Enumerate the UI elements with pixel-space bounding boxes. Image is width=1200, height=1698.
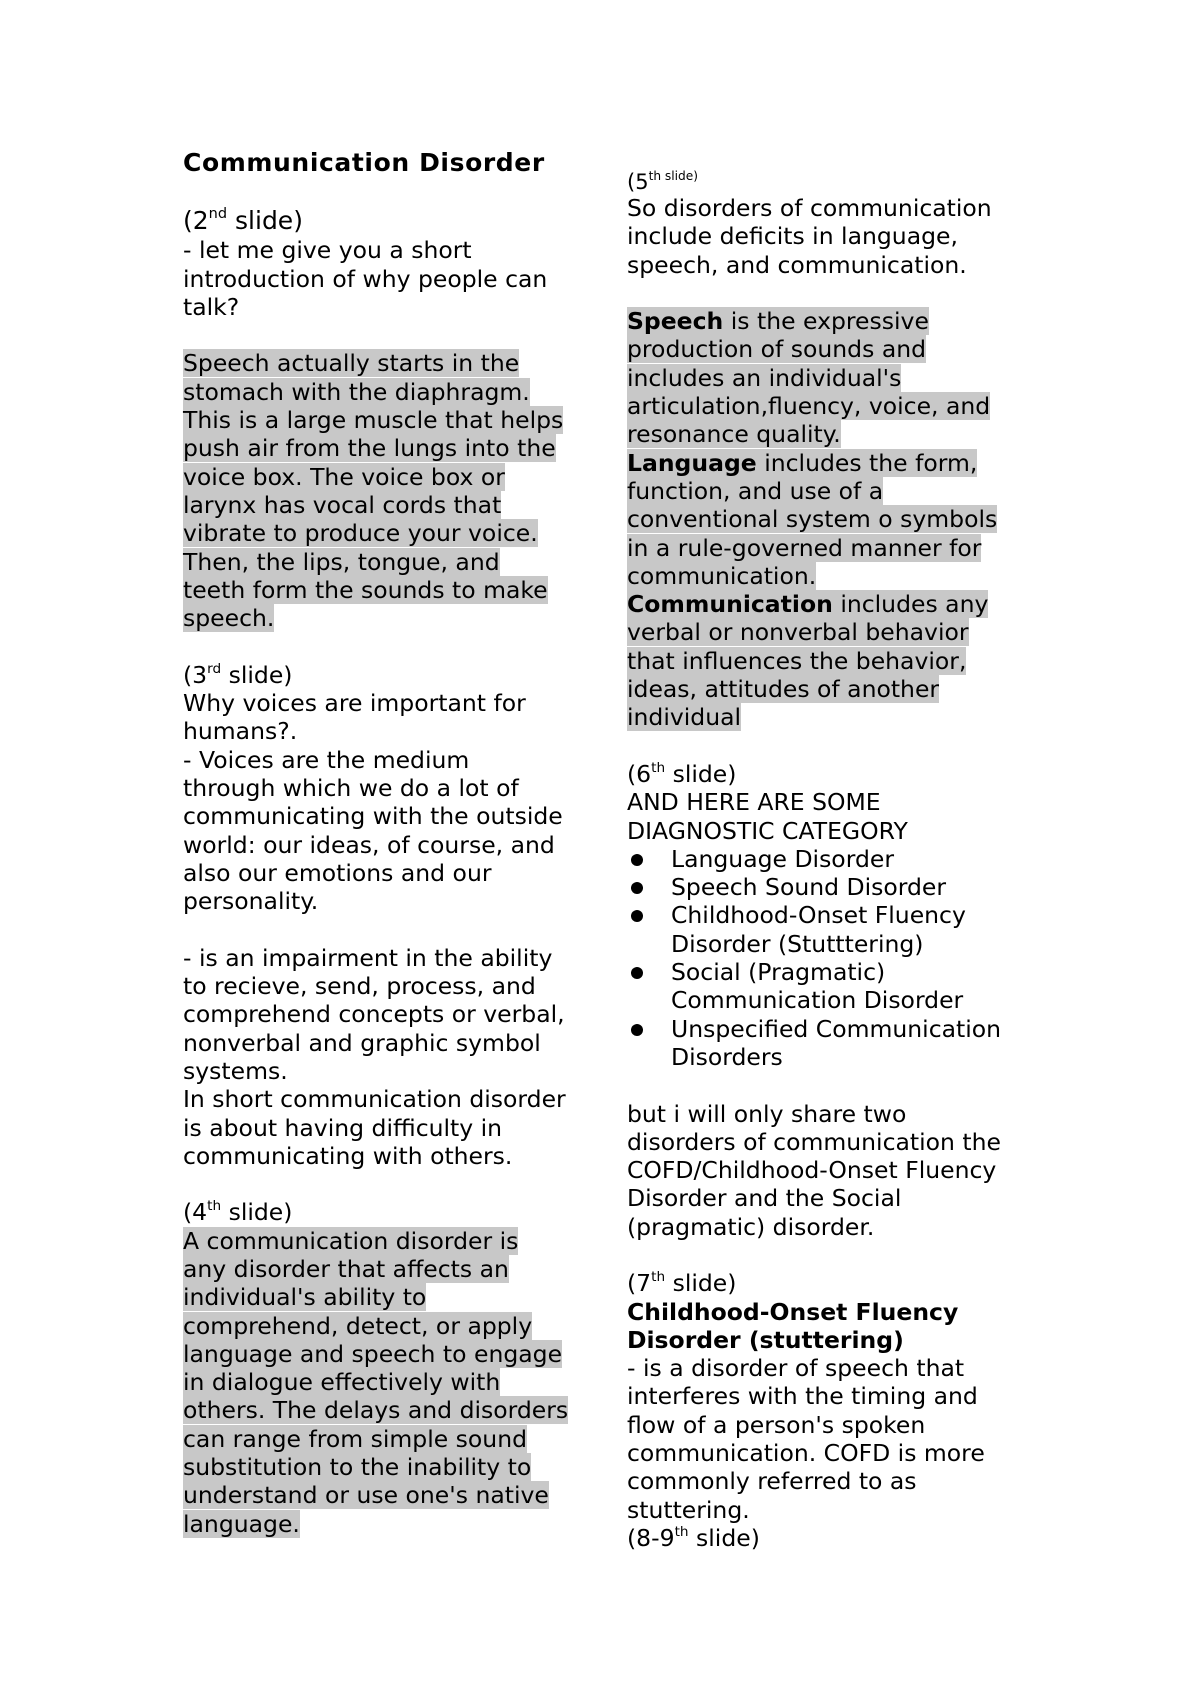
- deficits-paragraph: [627, 194, 1047, 279]
- text-line: comprehend, detect, or apply: [183, 1311, 533, 1340]
- text-line: in dialogue effectively with: [183, 1368, 501, 1397]
- text-line: substitution to the inability to: [183, 1453, 532, 1482]
- text-line: understand or use one's native: [183, 1481, 549, 1510]
- categories-heading: [627, 788, 1047, 845]
- category-label-line: Unspecified Communication: [671, 1014, 1002, 1043]
- text-line: larynx has vocal cords that: [183, 490, 502, 519]
- category-label-line: Speech Sound Disorder: [671, 873, 947, 902]
- bullet-icon: [631, 882, 643, 894]
- text-line: individual: [627, 703, 742, 732]
- language-definition: Language includes the form, function, and use of a conventional system o symbols in a rule-governed manner for communication.: [627, 449, 1047, 590]
- left-column: [183, 148, 603, 1538]
- text-line: communication. COFD is more: [627, 1439, 985, 1468]
- text-line: production of sounds and: [627, 335, 927, 364]
- slide-label-5: ($5^{th slide)}$: [627, 168, 698, 194]
- text-line: In short communication disorder: [183, 1085, 566, 1114]
- communication-term: Communication: [627, 590, 833, 619]
- slide-label-6: (6th slide): [627, 759, 737, 788]
- text-line: individual's ability to: [183, 1283, 427, 1312]
- text-line: language and speech to engage: [183, 1339, 563, 1368]
- text-line: can range from simple sound: [183, 1424, 528, 1453]
- text-line: communicating with the outside: [183, 802, 563, 831]
- text-line: vibrate to produce your voice.: [183, 519, 538, 548]
- text-line: that influences the behavior,: [627, 646, 967, 675]
- impairment-paragraph: [183, 944, 603, 1170]
- text-line: disorders of communication the: [627, 1127, 1001, 1156]
- text-line: verbal or nonverbal behavior: [627, 618, 969, 647]
- text-line: include deficits in language,: [627, 222, 958, 251]
- text-line: commonly referred to as: [627, 1467, 917, 1496]
- speech-term: Speech: [627, 307, 724, 336]
- text-line: stomach with the diaphragm.: [183, 377, 530, 406]
- category-label-line: Disorder (Stutttering): [671, 929, 924, 958]
- text-line: function, and use of a: [627, 476, 884, 505]
- text-line: voice box. The voice box or: [183, 462, 505, 491]
- text-line: talk?: [183, 292, 240, 321]
- language-term: Language: [627, 448, 757, 477]
- diagnostic-category-list: [627, 845, 1047, 1071]
- text-line: Then, the lips, tongue, and: [183, 547, 500, 576]
- text-line: - is a disorder of speech that: [627, 1354, 965, 1383]
- document-title: Communication Disorder: [183, 148, 545, 177]
- text-line: push air from the lungs into the: [183, 434, 556, 463]
- category-label-line: Language Disorder: [671, 844, 894, 873]
- bullet-icon: [631, 967, 643, 979]
- text-line: communication.: [627, 561, 817, 590]
- text-line: through which we do a lot of: [183, 773, 519, 802]
- slide-label-7: (7th slide): [627, 1269, 737, 1298]
- text-line: teeth form the sounds to make: [183, 575, 548, 604]
- speech-origin-paragraph: [183, 349, 603, 632]
- text-line: speech, and communication.: [627, 250, 967, 279]
- text-line: speech.: [183, 604, 275, 633]
- category-label-line: Communication Disorder: [671, 986, 964, 1015]
- text-line: ideas, attitudes of another: [627, 675, 940, 704]
- text-line: language.: [183, 1509, 300, 1538]
- text-line: to recieve, send, process, and: [183, 972, 536, 1001]
- category-item: [627, 845, 1047, 873]
- voices-paragraph: [183, 689, 603, 915]
- share-paragraph: [627, 1100, 1047, 1241]
- text-line: in a rule-governed manner for: [627, 533, 982, 562]
- text-line: interferes with the timing and: [627, 1382, 978, 1411]
- text-line: So disorders of communication: [627, 194, 992, 222]
- category-label-line: Childhood-Onset Fluency: [671, 901, 966, 930]
- text-line: any disorder that affects an: [183, 1254, 509, 1283]
- text-line: others. The delays and disorders: [183, 1396, 569, 1425]
- slide-label-8-9: (8-9th slide): [627, 1523, 760, 1552]
- text-line: but i will only share two: [627, 1099, 907, 1128]
- text-line: Why voices are important for: [183, 689, 526, 718]
- text-line: stuttering.: [627, 1495, 750, 1524]
- speech-definition: Speech is the expressive production of sounds and includes an individual's articulation,fluency, voice, and resonance quality.: [627, 307, 1047, 448]
- bullet-icon: [631, 910, 643, 922]
- text-line: A communication disorder is: [183, 1226, 519, 1255]
- text-line: world: our ideas, of course, and: [183, 830, 555, 859]
- category-label-line: Social (Pragmatic): [671, 958, 886, 987]
- category-item: [627, 901, 1047, 958]
- text-line: Disorder (stuttering): [627, 1325, 904, 1354]
- text-line: Disorder and the Social: [627, 1184, 902, 1213]
- text-line: also our emotions and our: [183, 858, 492, 887]
- text-line: resonance quality.: [627, 420, 841, 449]
- text-line: - Voices are the medium: [183, 745, 470, 774]
- text-line: AND HERE ARE SOME: [627, 788, 881, 817]
- text-line: flow of a person's spoken: [627, 1410, 926, 1439]
- right-column: [627, 170, 1047, 1552]
- text-line: COFD/Childhood-Onset Fluency: [627, 1156, 997, 1185]
- text-line: includes an individual's: [627, 363, 902, 392]
- slide-label-3: (3rd slide): [183, 660, 293, 689]
- text-line: Childhood-Onset Fluency: [627, 1297, 959, 1326]
- communication-definition: Communication includes any verbal or nonverbal behavior that influences the behavior, ideas, attitudes of another individual: [627, 590, 1047, 731]
- category-item: [627, 873, 1047, 901]
- text-line: - let me give you a short: [183, 236, 472, 265]
- bullet-icon: [631, 854, 643, 866]
- text-line: conventional system o symbols: [627, 505, 998, 534]
- text-line: is about having difficulty in: [183, 1113, 503, 1142]
- cofd-paragraph: [627, 1354, 1047, 1524]
- text-line: (pragmatic) disorder.: [627, 1212, 875, 1241]
- category-item: [627, 958, 1047, 1015]
- bullet-icon: [631, 1024, 643, 1036]
- category-item: [627, 1015, 1047, 1072]
- text-line: comprehend concepts or verbal,: [183, 1000, 565, 1029]
- slide-label-4: (4th slide): [183, 1198, 293, 1227]
- text-line: personality.: [183, 887, 319, 916]
- slide-label-2: (2nd slide): [183, 206, 303, 236]
- text-line: - is an impairment in the ability: [183, 943, 553, 972]
- intro-paragraph: [183, 236, 603, 321]
- text-line: introduction of why people can: [183, 264, 548, 293]
- text-line: communicating with others.: [183, 1141, 513, 1170]
- text-line: DIAGNOSTIC CATEGORY: [627, 816, 908, 845]
- text-line: This is a large muscle that helps: [183, 406, 564, 435]
- cofd-heading: [627, 1298, 1047, 1355]
- definition-paragraph: [183, 1227, 603, 1538]
- category-label-line: Disorders: [671, 1042, 783, 1071]
- text-line: humans?.: [183, 717, 298, 746]
- text-line: nonverbal and graphic symbol: [183, 1028, 541, 1057]
- text-line: Speech actually starts in the: [183, 349, 520, 378]
- text-line: articulation,fluency, voice, and: [627, 392, 991, 421]
- text-line: systems.: [183, 1056, 288, 1085]
